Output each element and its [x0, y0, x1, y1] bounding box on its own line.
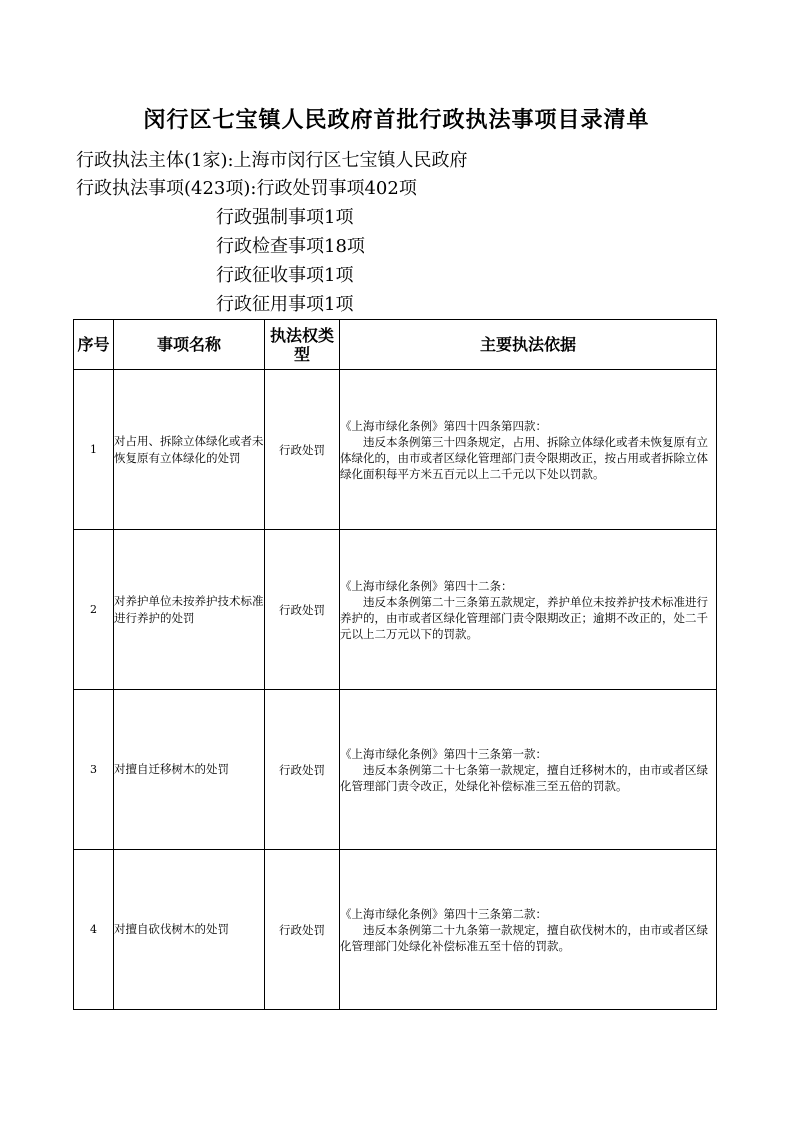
table-row — [74, 370, 717, 530]
legal-basis — [340, 850, 717, 1010]
legal-basis-body: 违反本条例第三十四条规定，占用、拆除立体绿化或者未恢复原有立体绿化的，由市或者区绿化管理部门责令限期改正，按占用或者拆除立体绿化面积每平方米五百元以上二千元以下处以罚款。 — [340, 434, 708, 481]
enforcement-subject-line: 行政执法主体(1家):上海市闵行区七宝镇人民政府 — [76, 150, 468, 171]
item-name: 对擅自砍伐树木的处罚 — [114, 850, 265, 1010]
legal-basis — [340, 530, 717, 690]
row-number: 3 — [74, 690, 114, 850]
authority-type: 行政处罚 — [265, 850, 340, 1010]
inspection-items-line: 行政检查事项18项 — [216, 236, 365, 257]
table-row — [74, 850, 717, 1010]
row-number: 4 — [74, 850, 114, 1010]
legal-basis — [340, 690, 717, 850]
row-number: 1 — [74, 370, 114, 530]
header-basis: 主要执法依据 — [340, 320, 717, 370]
header-type: 执法权类型 — [265, 320, 340, 370]
legal-basis-body: 违反本条例第二十七条第一款规定，擅自迁移树木的，由市或者区绿化管理部门责令改正，处绿化补偿标准三至五倍的罚款。 — [340, 762, 708, 793]
table-header-row — [74, 320, 717, 370]
legal-basis — [340, 370, 717, 530]
item-name: 对擅自迁移树木的处罚 — [114, 690, 265, 850]
legal-basis-title: 《上海市绿化条例》第四十三条第二款： — [340, 906, 547, 921]
enforcement-items-table — [73, 319, 717, 1010]
legal-basis-title: 《上海市绿化条例》第四十四条第四款： — [340, 418, 547, 433]
authority-type: 行政处罚 — [265, 530, 340, 690]
item-name: 对占用、拆除立体绿化或者未恢复原有立体绿化的处罚 — [114, 370, 265, 530]
authority-type: 行政处罚 — [265, 370, 340, 530]
table-row — [74, 530, 717, 690]
levy-items-line: 行政征收事项1项 — [216, 265, 354, 286]
requisition-items-line: 行政征用事项1项 — [216, 294, 354, 315]
document-title: 闵行区七宝镇人民政府首批行政执法事项目录清单 — [143, 107, 650, 133]
legal-basis-title: 《上海市绿化条例》第四十三条第一款： — [340, 746, 547, 761]
coercion-items-line: 行政强制事项1项 — [216, 207, 354, 228]
enforcement-items-line: 行政执法事项(423项):行政处罚事项402项 — [76, 178, 417, 199]
header-name: 事项名称 — [114, 320, 265, 370]
item-name: 对养护单位未按养护技术标准进行养护的处罚 — [114, 530, 265, 690]
header-no: 序号 — [74, 320, 114, 370]
table-row — [74, 690, 717, 850]
legal-basis-body: 违反本条例第二十三条第五款规定，养护单位未按养护技术标准进行养护的，由市或者区绿化管理部门责令限期改正；逾期不改正的，处二千元以上二万元以下的罚款。 — [340, 594, 708, 641]
row-number: 2 — [74, 530, 114, 690]
legal-basis-title: 《上海市绿化条例》第四十二条： — [340, 578, 513, 593]
legal-basis-body: 违反本条例第二十九条第一款规定，擅自砍伐树木的，由市或者区绿化管理部门处绿化补偿标准五至十倍的罚款。 — [340, 922, 708, 953]
authority-type: 行政处罚 — [265, 690, 340, 850]
